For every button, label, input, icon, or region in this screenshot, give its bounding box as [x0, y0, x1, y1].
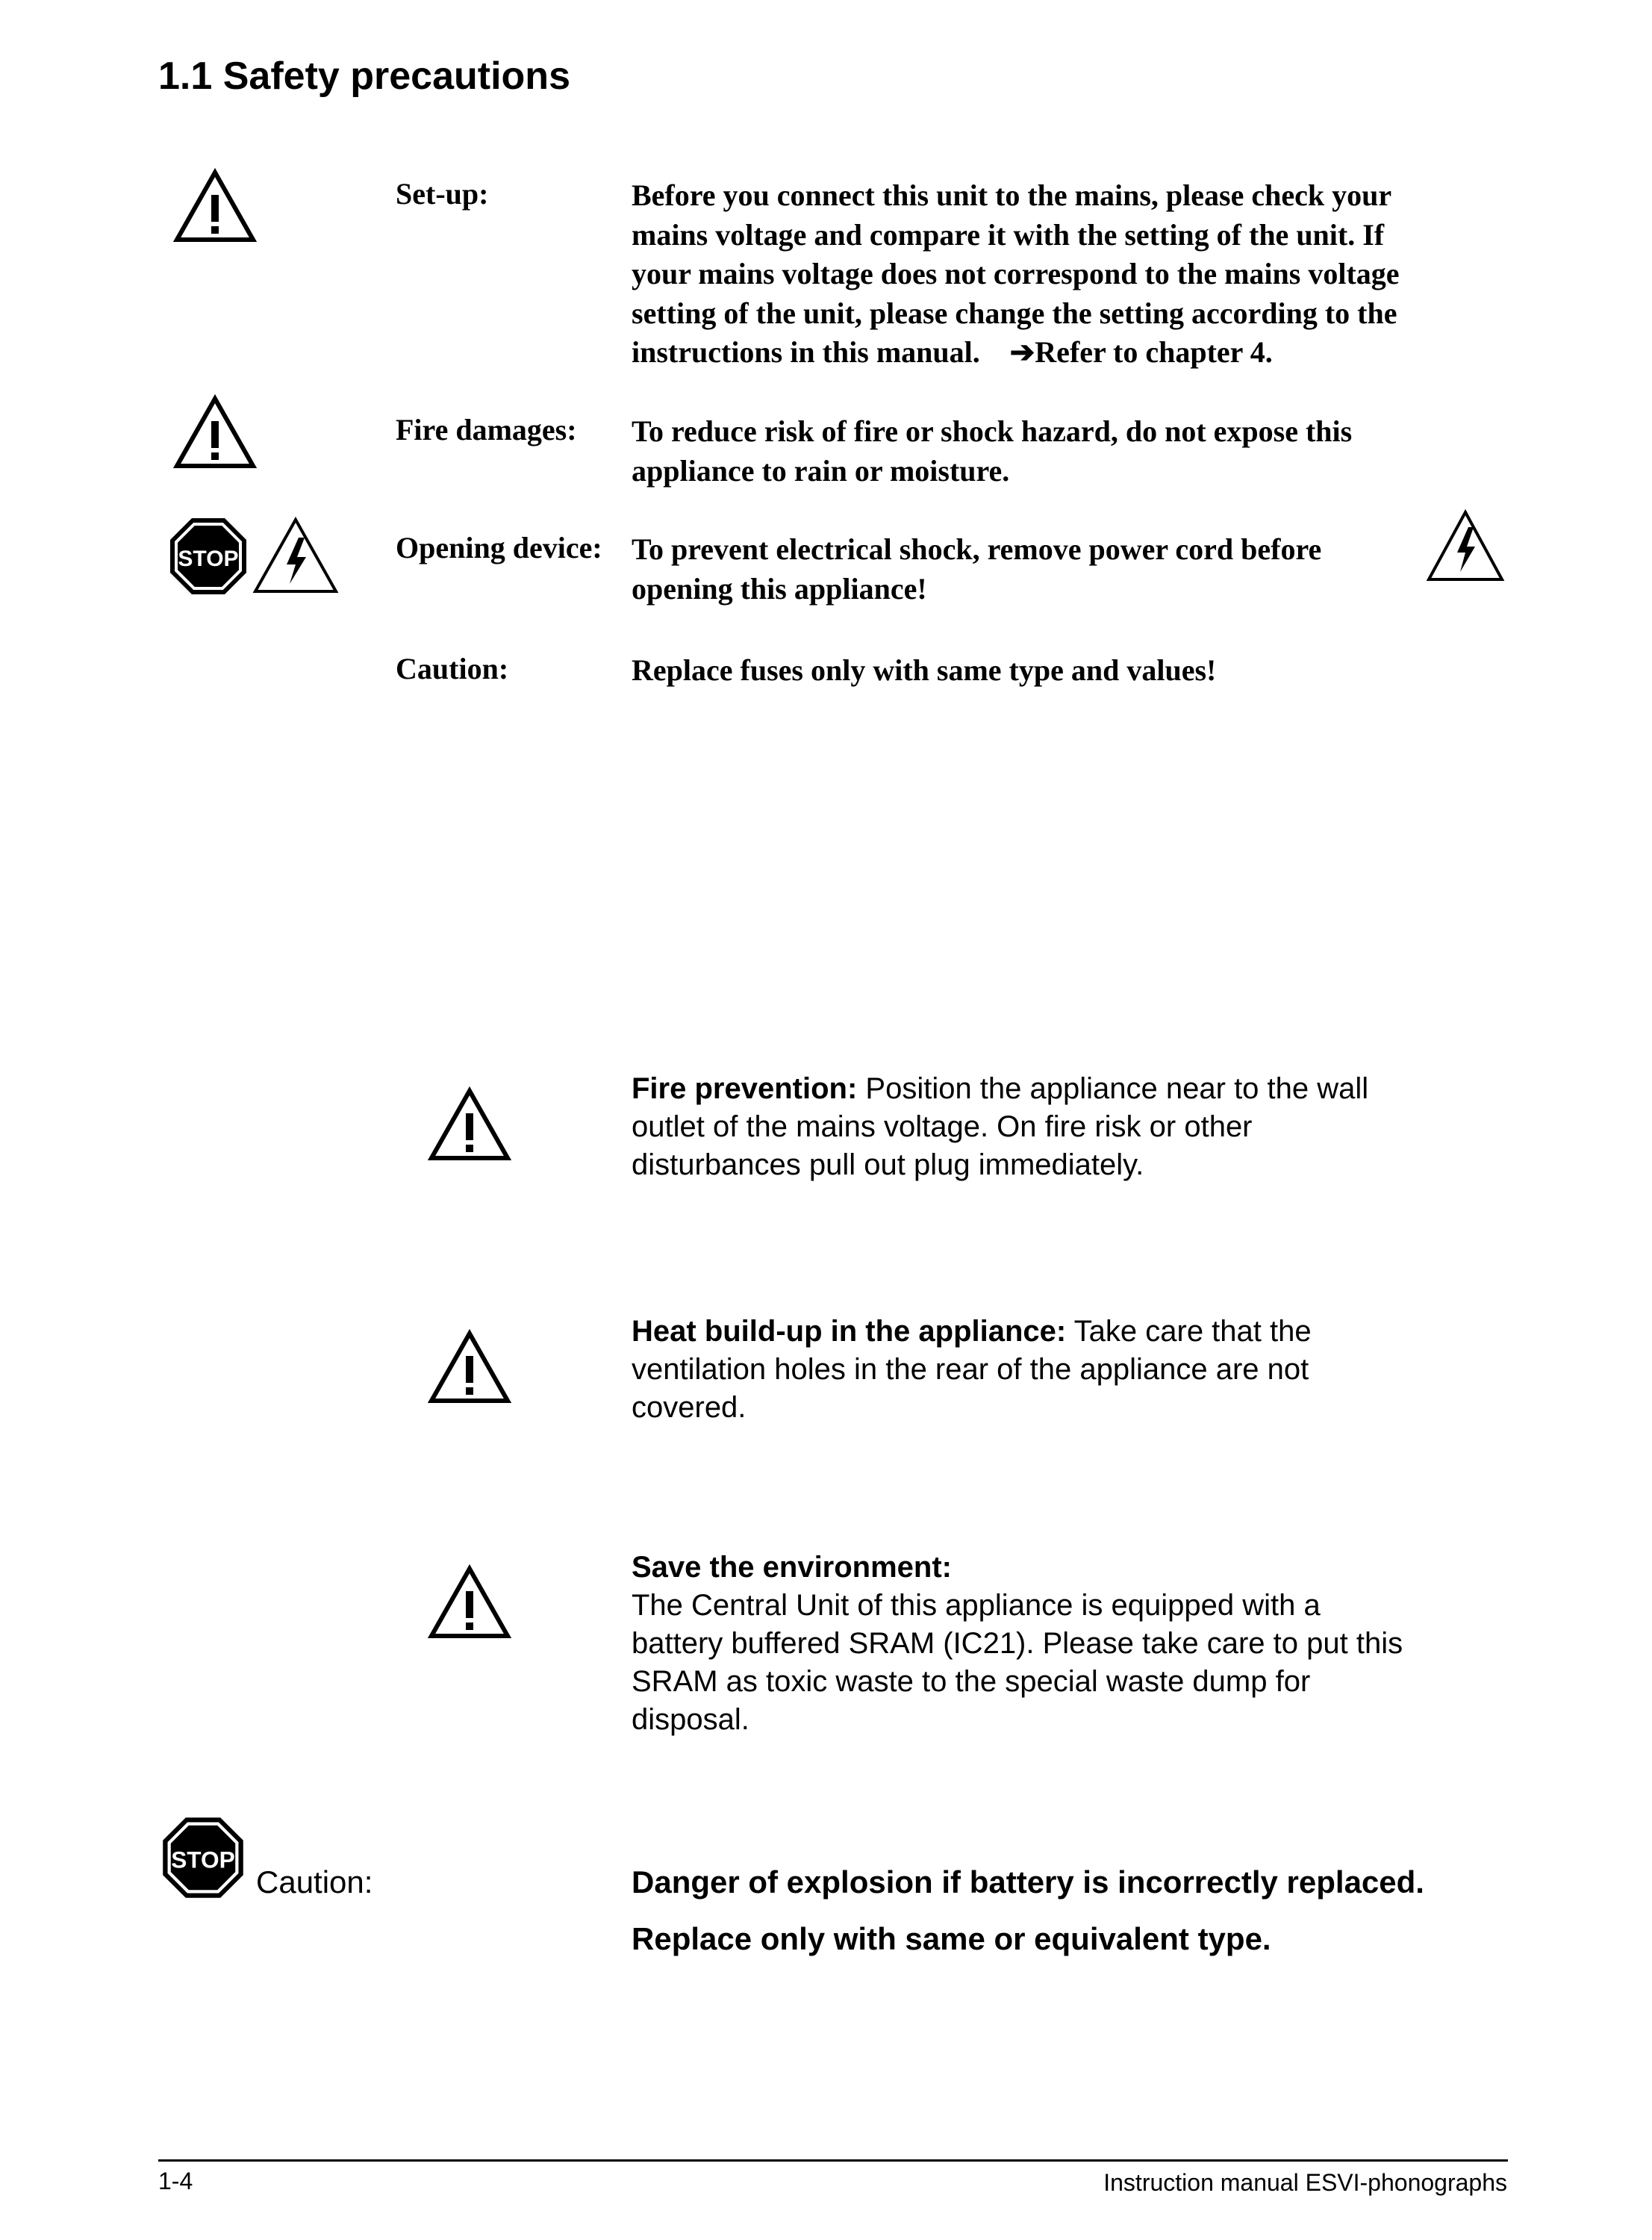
notice-heading: Heat build-up in the appliance: — [632, 1315, 1067, 1348]
notice-fire-prevention — [632, 1070, 1527, 1184]
text-line: opening this appliance! — [632, 571, 927, 606]
precaution-text-opening-device — [632, 530, 1512, 609]
text-line: outlet of the mains voltage. On fire risk or other — [632, 1110, 1253, 1143]
stop-sign-icon — [160, 1814, 246, 1901]
precaution-label-caution: Caution: — [396, 652, 509, 685]
text-line: your mains voltage does not correspond to the mains voltage — [632, 257, 1400, 290]
text-line: covered. — [632, 1391, 746, 1424]
text-line — [632, 1070, 1527, 1108]
page-title: 1.1 Safety precautions — [158, 55, 570, 98]
text-line: To reduce risk of fire or shock hazard, do not expose this — [632, 414, 1353, 448]
text-line: mains voltage and compare it with the setting of the unit. If — [632, 217, 1385, 252]
stop-sign-text: STOP — [171, 1846, 235, 1873]
notice-heading-text: Save the environment: — [632, 1551, 953, 1584]
electric-shock-warning-icon — [1426, 508, 1505, 582]
notice-heading: Fire prevention: — [632, 1072, 858, 1105]
text-line: SRAM as toxic waste to the special waste dump for — [632, 1665, 1311, 1698]
text-line: To prevent electrical shock, remove power cord before — [632, 532, 1322, 566]
text-line: disposal. — [632, 1703, 749, 1736]
stop-sign-text: STOP — [178, 547, 239, 571]
footer-document-title: Instruction manual ESVI-phonographs — [1103, 2169, 1507, 2196]
notice-save-environment — [632, 1549, 1527, 1739]
text-line-part: Take care that the — [1073, 1315, 1312, 1348]
notice-heat-build-up — [632, 1313, 1527, 1427]
text-line: The Central Unit of this appliance is equipped with a — [632, 1589, 1321, 1622]
warning-icon — [428, 1086, 511, 1161]
precaution-label-fire-damages: Fire damages: — [396, 413, 577, 447]
text-line: appliance to rain or moisture. — [632, 453, 1010, 488]
footer-divider — [158, 2159, 1508, 2162]
text-line — [632, 333, 1512, 373]
arrow-right-icon: ➔ — [1009, 335, 1035, 369]
warning-icon — [428, 1564, 511, 1639]
text-line-part: instructions in this manual. — [632, 335, 980, 369]
text-line — [632, 1313, 1527, 1351]
warning-icon — [428, 1329, 511, 1404]
text-line-part: Position the appliance near to the wall — [865, 1072, 1369, 1105]
text-line: Before you connect this unit to the mains, please check your — [632, 178, 1392, 212]
warning-icon — [174, 394, 256, 469]
text-line: ventilation holes in the rear of the appliance are not — [632, 1353, 1309, 1386]
warning-icon — [174, 168, 256, 243]
electric-shock-warning-icon — [252, 515, 339, 596]
battery-caution-line: Replace only with same or equivalent type. — [632, 1921, 1271, 1956]
precaution-text-setup — [632, 176, 1512, 373]
text-line: Replace fuses only with same type and values! — [632, 653, 1217, 687]
precaution-label-opening-device: Opening device: — [396, 531, 602, 564]
precaution-text-caution — [632, 651, 1512, 691]
chapter-reference: Refer to chapter 4. — [1035, 335, 1273, 369]
text-line: battery buffered SRAM (IC21). Please take care to put this — [632, 1627, 1403, 1660]
precaution-label-setup: Set-up: — [396, 177, 489, 211]
notice-heading — [632, 1549, 1527, 1587]
text-line: setting of the unit, please change the setting according to the — [632, 296, 1397, 330]
battery-caution-label: Caution: — [256, 1864, 373, 1900]
footer-page-number: 1-4 — [158, 2168, 193, 2194]
battery-caution-line: Danger of explosion if battery is incorrectly replaced. — [632, 1864, 1424, 1900]
precaution-text-fire-damages — [632, 412, 1512, 491]
text-line: disturbances pull out plug immediately. — [632, 1148, 1144, 1181]
stop-sign-icon — [167, 515, 249, 597]
